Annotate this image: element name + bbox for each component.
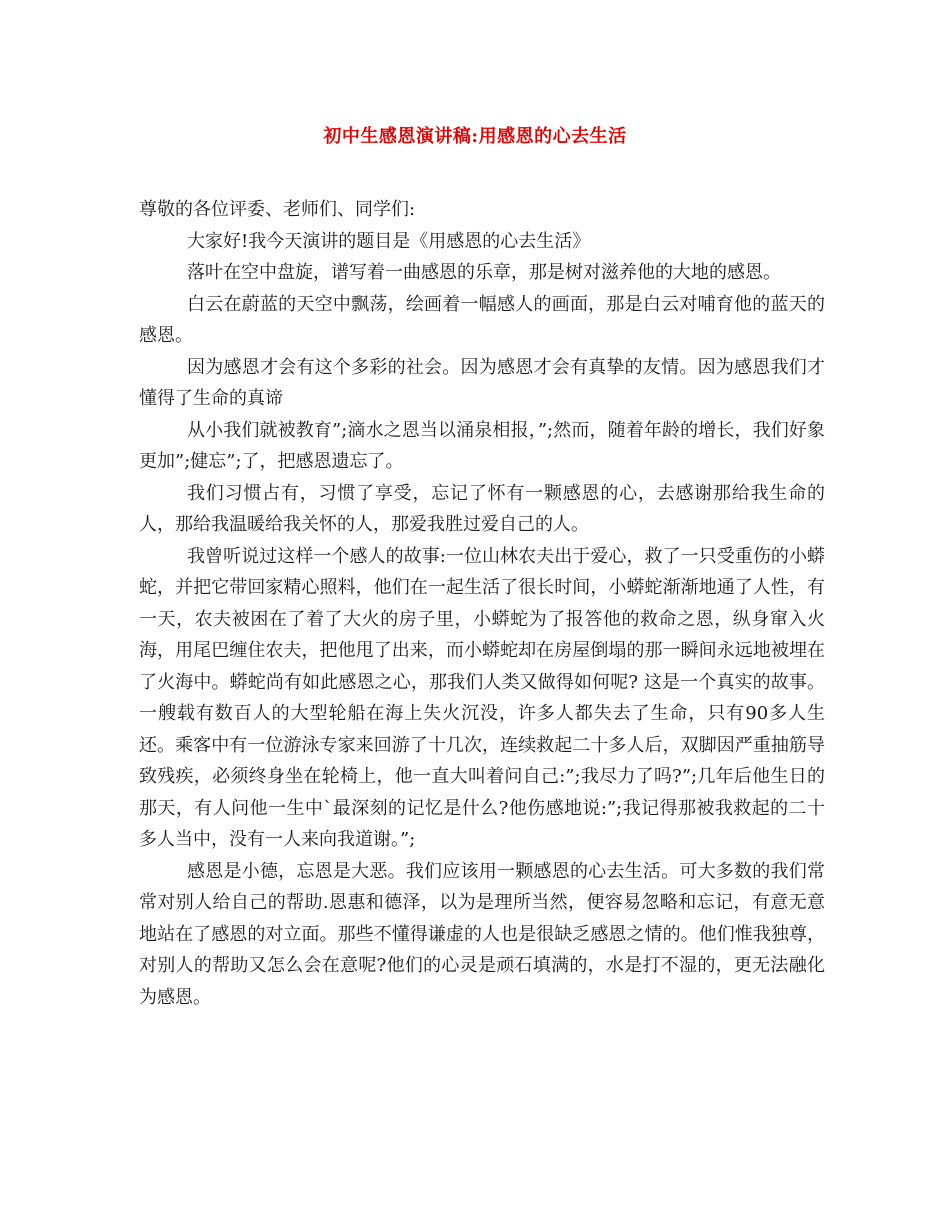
body-paragraph: 从小我们就被教育”;滴水之恩当以涌泉相报，”;然而，随着年龄的增长，我们好象更加”;健忘”;了，把感恩遗忘了。 — [139, 419, 825, 472]
body-paragraph: 我们习惯占有，习惯了享受，忘记了怀有一颗感恩的心，去感谢那给我生命的人，那给我温暖给我关怀的人，那爱我胜过爱自己的人。 — [139, 482, 825, 535]
body-paragraph: 感恩是小德，忘恩是大恶。我们应该用一颗感恩的心去生活。可大多数的我们常常对别人给自己的帮助.恩惠和德泽，以为是理所当然，便容易忽略和忘记，有意无意地站在了感恩的对立面。那些不懂得谦虚的人也是很缺乏感恩之情的。他们惟我独尊，对别人的帮助又怎么会在意呢?他们的心灵是顽石填满的，水是打不湿的，更无法融化为感恩。 — [139, 860, 825, 1008]
body-paragraph: 因为感恩才会有这个多彩的社会。因为感恩才会有真挚的友情。因为感恩我们才懂得了生命的真谛 — [139, 356, 825, 409]
document-title: 初中生感恩演讲稿:用感恩的心去生活 — [323, 126, 627, 147]
body-paragraph: 大家好!我今天演讲的题目是《用感恩的心去生活》 — [187, 230, 591, 252]
salutation-paragraph: 尊敬的各位评委、老师们、同学们: — [139, 199, 416, 220]
document-body — [139, 194, 825, 1013]
body-paragraph: 白云在蔚蓝的天空中飘荡，绘画着一幅感人的画面，那是白云对哺育他的蓝天的感恩。 — [139, 293, 825, 346]
body-paragraph: 我曾听说过这样一个感人的故事:一位山林农夫出于爱心，救了一只受重伤的小蟒蛇，并把它带回家精心照料，他们在一起生活了很长时间，小蟒蛇渐渐地通了人性，有一天，农夫被困在了着了大火的房子里，小蟒蛇为了报答他的救命之恩，纵身窜入火海，用尾巴缠住农夫，把他甩了出来，而小蟒蛇却在房屋倒塌的那一瞬间永远地被埋在了火海中。蟒蛇尚有如此感恩之心，那我们人类又做得如何呢? 这是一个真实的故事。一艘载有数百人的大型轮船在海上失火沉没，许多人都失去了生命，只有90多人生还。乘客中有一位游泳专家来回游了十几次，连续救起二十多人后，双脚因严重抽筋导致残疾，必须终身坐在轮椅上，他一直大叫着问自己:”;我尽力了吗?”;几年后他生日的那天，有人问他一生中`最深刻的记忆是什么?他伤感地说:”;我记得那被我救起的二十多人当中，没有一人来向我道谢。”; — [139, 545, 825, 850]
body-paragraph: 落叶在空中盘旋，谱写着一曲感恩的乐章，那是树对滋养他的大地的感恩。 — [187, 262, 781, 283]
